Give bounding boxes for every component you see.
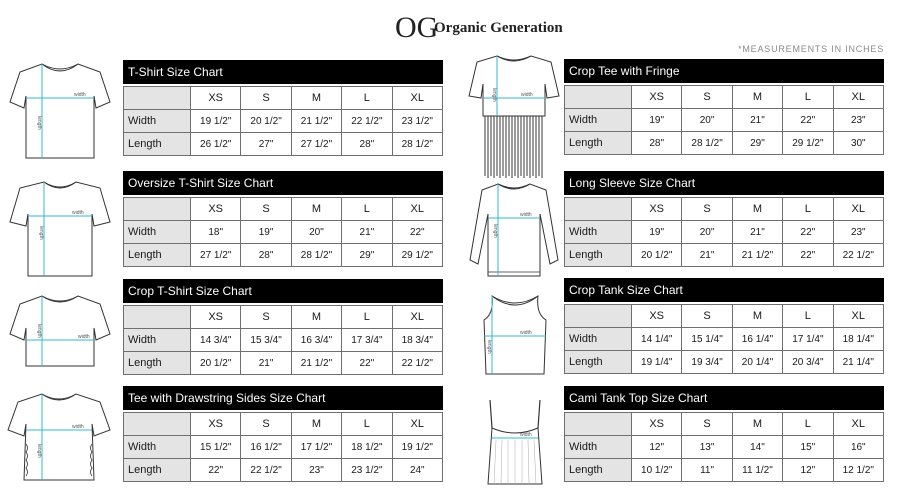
size-header: S <box>241 413 291 436</box>
width-cell: 15 3/4" <box>241 329 291 352</box>
crop-tshirt-sketch <box>8 288 112 378</box>
width-cell: 18 3/4" <box>392 329 442 352</box>
row-label-width: Width <box>565 328 632 351</box>
chart-title: Crop T-Shirt Size Chart <box>123 279 443 303</box>
width-cell: 19" <box>241 221 291 244</box>
size-header: L <box>783 413 833 436</box>
brand-name: Organic Generation <box>434 19 563 36</box>
width-label: width <box>520 432 532 438</box>
crop-tank-size-chart <box>564 278 884 374</box>
row-label-width: Width <box>124 221 191 244</box>
width-cell: 16 3/4" <box>291 329 341 352</box>
size-header: XS <box>632 413 682 436</box>
length-cell: 26 1/2" <box>191 133 241 156</box>
length-cell: 29" <box>732 132 782 155</box>
length-cell: 20 1/4" <box>732 351 782 374</box>
corner-cell <box>124 306 191 329</box>
length-label: length <box>491 88 497 102</box>
length-label: length <box>38 226 44 240</box>
size-header: XS <box>191 306 241 329</box>
width-cell: 21 1/2" <box>291 110 341 133</box>
width-cell: 15" <box>783 436 833 459</box>
size-header: S <box>241 198 291 221</box>
og-logo-mark <box>393 7 439 44</box>
width-cell: 20" <box>291 221 341 244</box>
length-cell: 22" <box>191 459 241 482</box>
width-cell: 19 1/2" <box>191 110 241 133</box>
size-header: L <box>783 198 833 221</box>
width-cell: 17 3/4" <box>342 329 392 352</box>
crop-tshirt-size-chart <box>123 279 443 375</box>
size-table <box>564 197 884 267</box>
size-header: L <box>342 306 392 329</box>
row-label-length: Length <box>124 352 191 375</box>
width-cell: 17 1/2" <box>291 436 341 459</box>
length-cell: 28" <box>342 133 392 156</box>
width-cell: 18" <box>191 221 241 244</box>
size-header: M <box>291 198 341 221</box>
cami-tank-size-chart <box>564 386 884 482</box>
width-cell: 22" <box>392 221 442 244</box>
width-cell: 15 1/2" <box>191 436 241 459</box>
oversize-tshirt-size-chart <box>123 171 443 267</box>
size-header: S <box>682 198 732 221</box>
width-cell: 22" <box>783 109 833 132</box>
row-label-length: Length <box>124 244 191 267</box>
long-sleeve-size-chart <box>564 171 884 267</box>
width-cell: 13" <box>682 436 732 459</box>
width-cell: 15 1/4" <box>682 328 732 351</box>
logo-initials: OG <box>395 11 439 44</box>
width-cell: 23" <box>833 221 883 244</box>
width-cell: 21" <box>732 109 782 132</box>
length-cell: 28 1/2" <box>392 133 442 156</box>
length-cell: 24" <box>392 459 442 482</box>
length-cell: 22 1/2" <box>392 352 442 375</box>
length-cell: 21 1/2" <box>732 244 782 267</box>
length-label: length <box>36 444 42 458</box>
size-header: M <box>732 413 782 436</box>
crop-tee-fringe-size-chart <box>564 59 884 155</box>
chart-title: Oversize T-Shirt Size Chart <box>123 171 443 195</box>
row-label-length: Length <box>565 351 632 374</box>
size-header: S <box>241 87 291 110</box>
size-header: M <box>291 87 341 110</box>
length-cell: 28 1/2" <box>682 132 732 155</box>
drawstring-tee-size-chart <box>123 386 443 482</box>
length-label: length <box>36 116 42 130</box>
size-table <box>123 86 443 156</box>
measurement-note: *MEASUREMENTS IN INCHES <box>738 44 884 54</box>
size-header: L <box>783 86 833 109</box>
width-cell: 20 1/2" <box>241 110 291 133</box>
size-header: L <box>342 413 392 436</box>
width-cell: 12" <box>632 436 682 459</box>
row-label-width: Width <box>565 109 632 132</box>
width-cell: 16 1/4" <box>732 328 782 351</box>
row-label-width: Width <box>565 221 632 244</box>
size-header: L <box>342 198 392 221</box>
size-header: XS <box>191 87 241 110</box>
width-cell: 22" <box>783 221 833 244</box>
width-label: width <box>520 330 532 336</box>
length-cell: 22" <box>342 352 392 375</box>
width-cell: 18 1/4" <box>833 328 883 351</box>
length-label: length <box>492 224 498 238</box>
size-header: XL <box>833 305 883 328</box>
size-header: XL <box>833 198 883 221</box>
width-cell: 16" <box>833 436 883 459</box>
length-cell: 23 1/2" <box>342 459 392 482</box>
width-label: width <box>521 92 533 98</box>
size-header: XS <box>191 413 241 436</box>
row-label-width: Width <box>565 436 632 459</box>
size-table <box>123 197 443 267</box>
length-cell: 27" <box>241 133 291 156</box>
width-cell: 19" <box>632 109 682 132</box>
width-label: width <box>72 210 84 216</box>
length-cell: 28" <box>241 244 291 267</box>
tshirt-size-chart <box>123 60 443 156</box>
length-cell: 20 1/2" <box>191 352 241 375</box>
width-cell: 14" <box>732 436 782 459</box>
chart-title: Crop Tank Size Chart <box>564 278 884 302</box>
corner-cell <box>565 198 632 221</box>
length-cell: 22" <box>783 244 833 267</box>
size-header: S <box>682 86 732 109</box>
size-header: XL <box>392 306 442 329</box>
length-label: length <box>36 324 42 338</box>
length-cell: 11 1/2" <box>732 459 782 482</box>
corner-cell <box>565 413 632 436</box>
width-cell: 16 1/2" <box>241 436 291 459</box>
size-header: XS <box>632 305 682 328</box>
size-header: XS <box>632 86 682 109</box>
size-header: M <box>291 306 341 329</box>
drawstring-tee-sketch <box>6 388 112 488</box>
length-cell: 22 1/2" <box>833 244 883 267</box>
chart-title: Tee with Drawstring Sides Size Chart <box>123 386 443 410</box>
length-cell: 19 1/4" <box>632 351 682 374</box>
length-cell: 22 1/2" <box>241 459 291 482</box>
corner-cell <box>124 198 191 221</box>
corner-cell <box>565 305 632 328</box>
row-label-width: Width <box>124 329 191 352</box>
size-table <box>123 412 443 482</box>
cami-tank-sketch <box>476 398 554 490</box>
size-header: S <box>682 413 732 436</box>
size-table <box>123 305 443 375</box>
length-cell: 28 1/2" <box>291 244 341 267</box>
row-label-width: Width <box>124 436 191 459</box>
width-label: width <box>74 92 86 98</box>
width-label: width <box>520 212 532 218</box>
length-cell: 27 1/2" <box>191 244 241 267</box>
size-table <box>564 412 884 482</box>
row-label-length: Length <box>124 459 191 482</box>
chart-title: Crop Tee with Fringe <box>564 59 884 83</box>
width-label: width <box>78 334 90 340</box>
length-cell: 21" <box>682 244 732 267</box>
size-header: S <box>682 305 732 328</box>
length-label: length <box>486 340 492 354</box>
length-cell: 29 1/2" <box>392 244 442 267</box>
corner-cell <box>124 413 191 436</box>
oversize-tshirt-sketch <box>8 176 112 280</box>
length-cell: 12 1/2" <box>833 459 883 482</box>
size-table <box>564 85 884 155</box>
chart-title: Long Sleeve Size Chart <box>564 171 884 195</box>
width-cell: 14 1/4" <box>632 328 682 351</box>
length-cell: 21 1/4" <box>833 351 883 374</box>
length-cell: 20 1/2" <box>632 244 682 267</box>
length-cell: 21" <box>241 352 291 375</box>
width-cell: 14 3/4" <box>191 329 241 352</box>
width-cell: 23 1/2" <box>392 110 442 133</box>
size-header: M <box>732 198 782 221</box>
size-header: XL <box>833 86 883 109</box>
width-label: width <box>72 424 84 430</box>
row-label-length: Length <box>565 132 632 155</box>
width-cell: 19 1/2" <box>392 436 442 459</box>
size-header: XL <box>833 413 883 436</box>
chart-title: Cami Tank Top Size Chart <box>564 386 884 410</box>
length-cell: 12" <box>783 459 833 482</box>
row-label-length: Length <box>565 459 632 482</box>
row-label-length: Length <box>124 133 191 156</box>
corner-cell <box>565 86 632 109</box>
width-cell: 19" <box>632 221 682 244</box>
row-label-length: Length <box>565 244 632 267</box>
row-label-width: Width <box>124 110 191 133</box>
length-cell: 11" <box>682 459 732 482</box>
length-cell: 21 1/2" <box>291 352 341 375</box>
width-cell: 20" <box>682 109 732 132</box>
width-cell: 21" <box>732 221 782 244</box>
size-header: S <box>241 306 291 329</box>
width-cell: 23" <box>833 109 883 132</box>
length-cell: 29" <box>342 244 392 267</box>
size-header: XS <box>191 198 241 221</box>
length-cell: 23" <box>291 459 341 482</box>
length-cell: 27 1/2" <box>291 133 341 156</box>
size-header: XS <box>632 198 682 221</box>
size-header: L <box>342 87 392 110</box>
crop-tank-sketch <box>478 290 552 380</box>
long-sleeve-sketch <box>466 180 562 280</box>
size-header: XL <box>392 198 442 221</box>
size-header: M <box>732 305 782 328</box>
width-cell: 22 1/2" <box>342 110 392 133</box>
corner-cell <box>124 87 191 110</box>
size-header: XL <box>392 413 442 436</box>
size-header: L <box>783 305 833 328</box>
crop-tee-fringe-sketch <box>467 52 561 182</box>
chart-title: T-Shirt Size Chart <box>123 60 443 84</box>
tshirt-sketch <box>8 58 112 162</box>
length-cell: 20 3/4" <box>783 351 833 374</box>
brand-logo <box>393 7 563 43</box>
length-cell: 30" <box>833 132 883 155</box>
width-cell: 17 1/4" <box>783 328 833 351</box>
size-header: XL <box>392 87 442 110</box>
width-cell: 18 1/2" <box>342 436 392 459</box>
length-cell: 29 1/2" <box>783 132 833 155</box>
length-cell: 19 3/4" <box>682 351 732 374</box>
width-cell: 20" <box>682 221 732 244</box>
length-cell: 28" <box>632 132 682 155</box>
size-header: M <box>291 413 341 436</box>
size-table <box>564 304 884 374</box>
size-header: M <box>732 86 782 109</box>
width-cell: 21" <box>342 221 392 244</box>
length-cell: 10 1/2" <box>632 459 682 482</box>
